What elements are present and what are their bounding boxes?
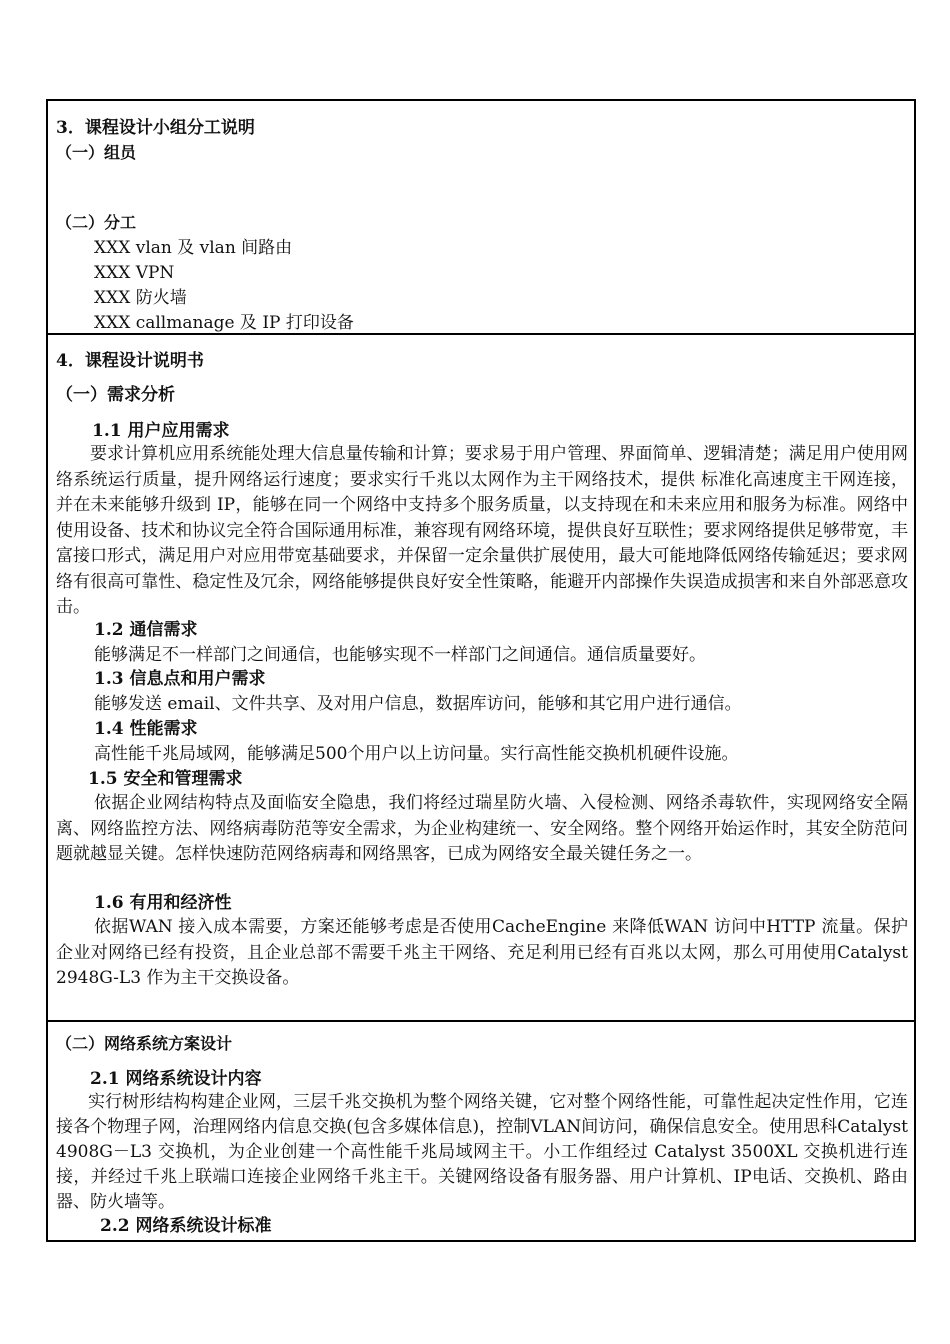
requirements-title: （一）需求分析 bbox=[56, 385, 175, 405]
subsection-title: 1.5 安全和管理需求 bbox=[88, 769, 243, 789]
document-table bbox=[46, 99, 916, 1242]
division-item: XXX callmanage 及 IP 打印设备 bbox=[94, 313, 354, 333]
section-4-title: 4．课程设计说明书 bbox=[56, 351, 204, 371]
subsection-title: 2.1 网络系统设计内容 bbox=[90, 1069, 262, 1089]
division-item: XXX 防火墙 bbox=[94, 288, 187, 308]
section-3-title: 3．课程设计小组分工说明 bbox=[56, 118, 255, 138]
paragraph: 实行树形结构构建企业网，三层千兆交换机为整个网络关键，它对整个网络性能，可靠性起决定性作用，它连接各个物理子网，治理网络内信息交换(包含多媒体信息)，控制VLAN间访问，确保信息安全。使用思科Catalyst 4908G－L3 交换机，为企业创建一个高性能千兆局域网主干。小工作组经过 Catalyst 3500XL 交换机进行连接，并经过千兆上联端口连接企业网络千兆主干。关键网络设备有服务器、用户计算机、IP电话、交换机、路由器、防火墙等。 bbox=[56, 1092, 908, 1212]
subsection-title: 2.2 网络系统设计标准 bbox=[100, 1216, 272, 1236]
subsection-title: 1.4 性能需求 bbox=[94, 719, 198, 739]
division-item: XXX VPN bbox=[94, 263, 175, 283]
network-design-title: （二）网络系统方案设计 bbox=[56, 1034, 233, 1053]
paragraph: 能够发送 email、文件共享、及对用户信息，数据库访问，能够和其它用户进行通信。 bbox=[94, 694, 742, 714]
row-divider bbox=[48, 333, 914, 335]
division-item: XXX vlan 及 vlan 间路由 bbox=[94, 238, 293, 258]
row-divider bbox=[48, 1020, 914, 1022]
members-title: （一）组员 bbox=[56, 143, 137, 162]
paragraph: 依据企业网结构特点及面临安全隐患，我们将经过瑞星防火墙、入侵检测、网络杀毒软件，实现网络安全隔离、网络监控方法、网络病毒防范等安全需求，为企业构建统一、安全网络。整个网络开始运作时，其安全防范问题就越显关键。怎样快速防范网络病毒和网络黑客，已成为网络安全最关键任务之一。 bbox=[56, 793, 908, 864]
subsection-title: 1.1 用户应用需求 bbox=[92, 421, 230, 441]
paragraph: 依据WAN 接入成本需要，方案还能够考虑是否使用CacheEngine 来降低WAN 访问中HTTP 流量。保护企业对网络已经有投资，且企业总部不需要千兆主干网络、充足利用已经有百兆以太网，那么可用使用Catalyst 2948G-L3 作为主干交换设备。 bbox=[56, 917, 908, 988]
division-title: （二）分工 bbox=[56, 213, 137, 232]
paragraph: 高性能千兆局域网，能够满足500个用户以上访问量。实行高性能交换机机硬件设施。 bbox=[94, 744, 739, 764]
paragraph: 要求计算机应用系统能处理大信息量传输和计算；要求易于用户管理、界面简单、逻辑清楚；满足用户使用网络系统运行质量，提升网络运行速度；要求实行千兆以太网作为主干网络技术，提供 标准化高速度主干网连接，并在未来能够升级到 IP，能够在同一个网络中支持多个服务质量，以支持现在和未来应用和服务为标准。网络中使用设备、技术和协议完全符合国际通用标准，兼容现有网络环境，提供良好互联性；要求网络提供足够带宽，丰富接口形式，满足用户对应用带宽基础要求，并保留一定余量供扩展使用，最大可能地降低网络传输延迟；要求网络有很高可靠性、稳定性及冗余，网络能够提供良好安全性策略，能避开内部操作失误造成损害和来自外部恶意攻击。 bbox=[56, 444, 908, 617]
subsection-title: 1.2 通信需求 bbox=[94, 620, 198, 640]
subsection-title: 1.3 信息点和用户需求 bbox=[94, 669, 266, 689]
subsection-title: 1.6 有用和经济性 bbox=[94, 893, 232, 913]
paragraph: 能够满足不一样部门之间通信，也能够实现不一样部门之间通信。通信质量要好。 bbox=[94, 645, 706, 665]
